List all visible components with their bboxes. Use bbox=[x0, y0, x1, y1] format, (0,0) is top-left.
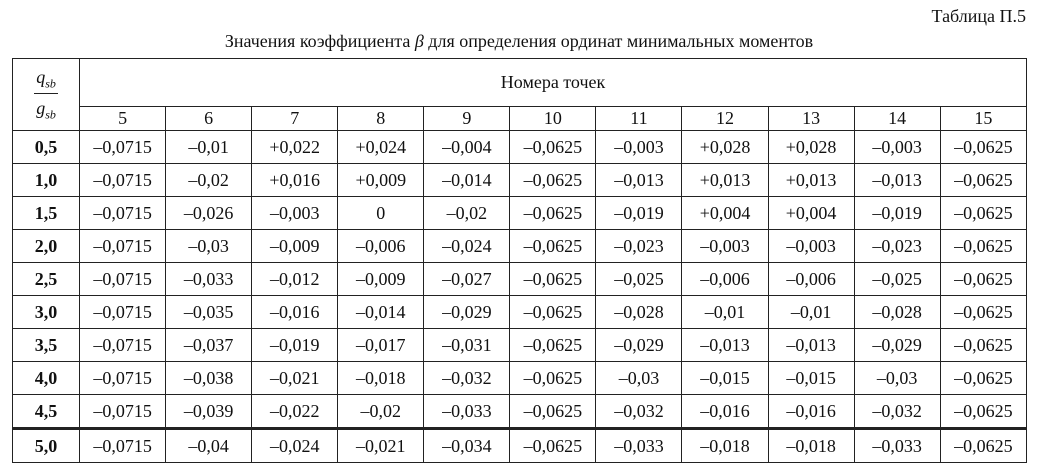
table-cell: –0,032 bbox=[424, 362, 510, 395]
table-cell: –0,004 bbox=[424, 131, 510, 164]
table-cell: –0,0625 bbox=[940, 131, 1026, 164]
table-row bbox=[13, 164, 1027, 197]
table-cell: –0,01 bbox=[768, 296, 854, 329]
column-header-point-10: 10 bbox=[510, 107, 596, 131]
table-cell: –0,032 bbox=[854, 395, 940, 429]
column-header-point-9: 9 bbox=[424, 107, 510, 131]
table-cell: +0,028 bbox=[768, 131, 854, 164]
column-header-point-8: 8 bbox=[338, 107, 424, 131]
table-cell: –0,0625 bbox=[940, 263, 1026, 296]
table-cell: –0,013 bbox=[768, 329, 854, 362]
table-cell: –0,033 bbox=[166, 263, 252, 296]
table-cell: –0,0625 bbox=[940, 230, 1026, 263]
table-cell: –0,019 bbox=[596, 197, 682, 230]
fraction-denominator-subscript: sb bbox=[45, 107, 56, 122]
table-cell: –0,0625 bbox=[510, 395, 596, 429]
table-cell: –0,003 bbox=[768, 230, 854, 263]
table-cell: –0,0625 bbox=[940, 296, 1026, 329]
table-cell: –0,02 bbox=[338, 395, 424, 429]
table-cell: –0,039 bbox=[166, 395, 252, 429]
column-numbers-row bbox=[13, 107, 1027, 131]
table-cell: –0,0715 bbox=[80, 131, 166, 164]
table-cell: –0,018 bbox=[682, 429, 768, 463]
table-cell: –0,013 bbox=[682, 329, 768, 362]
table-cell: –0,038 bbox=[166, 362, 252, 395]
table-cell: –0,016 bbox=[768, 395, 854, 429]
table-cell: –0,01 bbox=[682, 296, 768, 329]
table-cell: –0,0715 bbox=[80, 164, 166, 197]
table-cell: –0,013 bbox=[854, 164, 940, 197]
caption-beta-symbol: β bbox=[414, 31, 424, 51]
table-cell: –0,033 bbox=[596, 429, 682, 463]
table-cell: –0,033 bbox=[854, 429, 940, 463]
table-cell: –0,04 bbox=[166, 429, 252, 463]
table-cell: –0,028 bbox=[596, 296, 682, 329]
row-ratio-label: 4,5 bbox=[13, 395, 80, 429]
table-cell: –0,003 bbox=[596, 131, 682, 164]
table-cell: –0,0715 bbox=[80, 429, 166, 463]
table-cell: –0,0625 bbox=[510, 263, 596, 296]
table-cell: –0,0715 bbox=[80, 263, 166, 296]
table-cell: –0,035 bbox=[166, 296, 252, 329]
group-header-row bbox=[13, 59, 1027, 107]
table-cell: –0,0625 bbox=[510, 329, 596, 362]
table-cell: –0,028 bbox=[854, 296, 940, 329]
table-row bbox=[13, 131, 1027, 164]
row-ratio-label: 3,0 bbox=[13, 296, 80, 329]
table-cell: –0,014 bbox=[338, 296, 424, 329]
table-cell: –0,0715 bbox=[80, 230, 166, 263]
table-cell: –0,0625 bbox=[510, 296, 596, 329]
fraction-denominator: g bbox=[36, 97, 46, 118]
caption-text-after: для определения ординат минимальных моментов bbox=[423, 31, 814, 51]
row-ratio-label: 3,5 bbox=[13, 329, 80, 362]
table-cell: –0,029 bbox=[424, 296, 510, 329]
table-cell: –0,034 bbox=[424, 429, 510, 463]
table-cell: –0,0625 bbox=[940, 395, 1026, 429]
caption-text-before: Значения коэффициента bbox=[224, 31, 415, 51]
table-cell: +0,022 bbox=[252, 131, 338, 164]
table-cell: –0,006 bbox=[338, 230, 424, 263]
table-cell: –0,009 bbox=[252, 230, 338, 263]
table-cell: –0,019 bbox=[854, 197, 940, 230]
corner-fraction-cell bbox=[13, 59, 80, 131]
table-cell: –0,0625 bbox=[940, 429, 1026, 463]
table-cell: –0,029 bbox=[596, 329, 682, 362]
table-cell: –0,017 bbox=[338, 329, 424, 362]
table-row bbox=[13, 263, 1027, 296]
table-cell: –0,0715 bbox=[80, 197, 166, 230]
table-cell: 0 bbox=[338, 197, 424, 230]
table-cell: –0,0625 bbox=[510, 429, 596, 463]
table-cell: +0,004 bbox=[682, 197, 768, 230]
table-cell: +0,004 bbox=[768, 197, 854, 230]
table-cell: –0,021 bbox=[252, 362, 338, 395]
table-cell: +0,024 bbox=[338, 131, 424, 164]
fraction-numerator-subscript: sb bbox=[45, 76, 56, 91]
table-cell: –0,032 bbox=[596, 395, 682, 429]
column-header-point-11: 11 bbox=[596, 107, 682, 131]
table-row bbox=[13, 362, 1027, 395]
table-cell: –0,0715 bbox=[80, 296, 166, 329]
table-cell: –0,03 bbox=[166, 230, 252, 263]
row-ratio-label: 2,5 bbox=[13, 263, 80, 296]
table-cell: –0,037 bbox=[166, 329, 252, 362]
table-cell: +0,013 bbox=[682, 164, 768, 197]
table-cell: –0,023 bbox=[596, 230, 682, 263]
qsb-over-gsb-fraction bbox=[34, 67, 58, 122]
table-cell: –0,02 bbox=[424, 197, 510, 230]
table-cell: –0,02 bbox=[166, 164, 252, 197]
table-cell: –0,023 bbox=[854, 230, 940, 263]
group-header-point-numbers: Номера точек bbox=[80, 59, 1027, 107]
row-ratio-label: 0,5 bbox=[13, 131, 80, 164]
table-cell: –0,025 bbox=[596, 263, 682, 296]
table-cell: –0,027 bbox=[424, 263, 510, 296]
column-header-point-12: 12 bbox=[682, 107, 768, 131]
table-cell: –0,0715 bbox=[80, 329, 166, 362]
table-cell: –0,0625 bbox=[510, 230, 596, 263]
table-cell: –0,016 bbox=[682, 395, 768, 429]
table-caption bbox=[0, 31, 1038, 52]
table-cell: +0,013 bbox=[768, 164, 854, 197]
table-cell: –0,0715 bbox=[80, 395, 166, 429]
table-cell: –0,033 bbox=[424, 395, 510, 429]
table-cell: –0,024 bbox=[424, 230, 510, 263]
beta-coefficient-table bbox=[12, 58, 1027, 463]
table-cell: –0,0625 bbox=[510, 164, 596, 197]
table-row bbox=[13, 197, 1027, 230]
table-cell: –0,022 bbox=[252, 395, 338, 429]
row-ratio-label: 4,0 bbox=[13, 362, 80, 395]
table-cell: –0,006 bbox=[768, 263, 854, 296]
table-cell: +0,009 bbox=[338, 164, 424, 197]
table-row bbox=[13, 230, 1027, 263]
fraction-numerator: q bbox=[36, 66, 46, 87]
column-header-point-6: 6 bbox=[166, 107, 252, 131]
column-header-point-13: 13 bbox=[768, 107, 854, 131]
row-ratio-label: 5,0 bbox=[13, 429, 80, 463]
table-cell: –0,01 bbox=[166, 131, 252, 164]
table-row bbox=[13, 296, 1027, 329]
table-cell: –0,0625 bbox=[510, 197, 596, 230]
table-cell: –0,021 bbox=[338, 429, 424, 463]
table-cell: –0,018 bbox=[338, 362, 424, 395]
table-cell: –0,014 bbox=[424, 164, 510, 197]
table-cell: –0,0625 bbox=[940, 197, 1026, 230]
row-ratio-label: 2,0 bbox=[13, 230, 80, 263]
table-cell: –0,03 bbox=[596, 362, 682, 395]
table-cell: –0,025 bbox=[854, 263, 940, 296]
table-cell: –0,009 bbox=[338, 263, 424, 296]
table-cell: –0,03 bbox=[854, 362, 940, 395]
table-cell: –0,0625 bbox=[510, 362, 596, 395]
row-ratio-label: 1,0 bbox=[13, 164, 80, 197]
table-cell: +0,016 bbox=[252, 164, 338, 197]
table-cell: –0,015 bbox=[682, 362, 768, 395]
table-cell: –0,003 bbox=[252, 197, 338, 230]
table-cell: –0,013 bbox=[596, 164, 682, 197]
table-row bbox=[13, 395, 1027, 429]
table-cell: –0,024 bbox=[252, 429, 338, 463]
table-cell: –0,031 bbox=[424, 329, 510, 362]
table-cell: –0,003 bbox=[682, 230, 768, 263]
column-header-point-5: 5 bbox=[80, 107, 166, 131]
table-row bbox=[13, 329, 1027, 362]
table-cell: –0,0625 bbox=[940, 164, 1026, 197]
column-header-point-7: 7 bbox=[252, 107, 338, 131]
table-cell: –0,016 bbox=[252, 296, 338, 329]
table-cell: –0,019 bbox=[252, 329, 338, 362]
table-row bbox=[13, 429, 1027, 463]
table-cell: –0,015 bbox=[768, 362, 854, 395]
table-cell: –0,026 bbox=[166, 197, 252, 230]
column-header-point-15: 15 bbox=[940, 107, 1026, 131]
table-cell: –0,003 bbox=[854, 131, 940, 164]
column-header-point-14: 14 bbox=[854, 107, 940, 131]
table-cell: –0,0625 bbox=[510, 131, 596, 164]
table-cell: –0,012 bbox=[252, 263, 338, 296]
row-ratio-label: 1,5 bbox=[13, 197, 80, 230]
table-number-label: Таблица П.5 bbox=[931, 6, 1026, 26]
table-cell: –0,0625 bbox=[940, 362, 1026, 395]
table-cell: –0,0625 bbox=[940, 329, 1026, 362]
table-cell: –0,006 bbox=[682, 263, 768, 296]
table-cell: –0,0715 bbox=[80, 362, 166, 395]
table-cell: –0,018 bbox=[768, 429, 854, 463]
table-cell: +0,028 bbox=[682, 131, 768, 164]
table-cell: –0,029 bbox=[854, 329, 940, 362]
